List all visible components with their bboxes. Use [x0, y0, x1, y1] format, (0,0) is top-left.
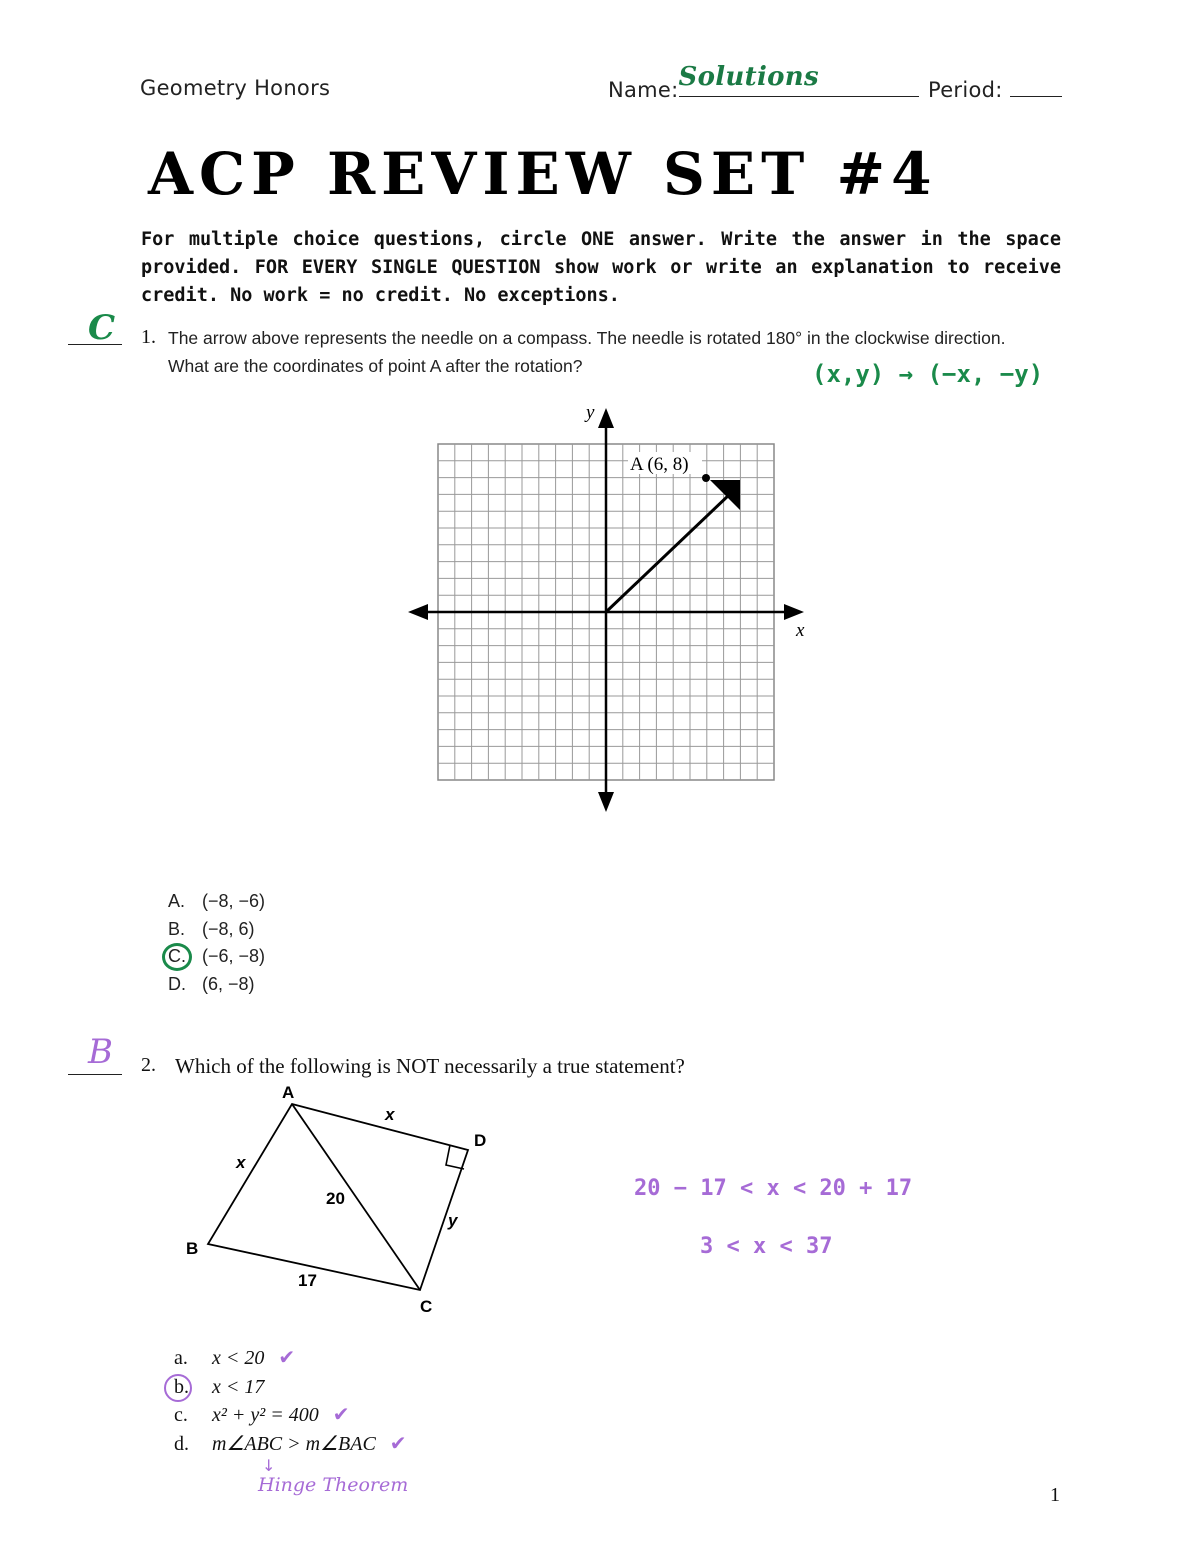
q2-circle-mark: [164, 1374, 192, 1402]
point-a-label: A (6, 8): [630, 454, 689, 475]
q1-circle-mark: [162, 943, 192, 971]
q1-text-line1: The arrow above represents the needle on a compass. The needle is rotated 180° in the clockwise direction.: [168, 328, 1006, 348]
instructions: For multiple choice questions, circle ONE answer. Write the answer in the space provided. FOR EVERY SINGLE QUESTION show work or write an explanation to receive credit. No work = no credit. No exceptions.: [141, 229, 1061, 306]
q1-number: 1.: [141, 326, 156, 348]
down-arrow-icon: ↓: [262, 1456, 276, 1475]
q1-choice-c[interactable]: C. (−6, −8): [168, 943, 265, 971]
vertex-c-label: C: [420, 1297, 433, 1316]
check-icon: ✔: [389, 1432, 407, 1455]
q1-answer-mark: C: [88, 308, 116, 348]
q2-choice-d[interactable]: d. m∠ABC > m∠BAC ✔: [174, 1432, 407, 1455]
q1-answer-blank[interactable]: [68, 308, 122, 349]
check-icon: ✔: [332, 1404, 350, 1426]
course-name: Geometry Honors: [140, 76, 331, 100]
diagonal-label: 20: [326, 1189, 345, 1208]
q2-work-line1: 20 − 17 < x < 20 + 17: [634, 1176, 913, 1201]
period-field[interactable]: [928, 76, 1062, 102]
side-dc-label: y: [448, 1211, 458, 1230]
check-icon: ✔: [278, 1347, 296, 1369]
side-bc-label: 17: [298, 1271, 317, 1290]
q2-choice-a[interactable]: a. x < 20 ✔: [174, 1347, 296, 1369]
page-number: 1: [1050, 1484, 1060, 1506]
q1-choice-d[interactable]: D. (6, −8): [168, 973, 255, 994]
q2-text: Which of the following is NOT necessarily a true statement?: [175, 1054, 685, 1078]
name-field[interactable]: [608, 62, 919, 102]
q1-choices: [168, 888, 265, 998]
side-ad-label: x: [385, 1105, 395, 1124]
q1-choice-a[interactable]: A. (−8, −6): [168, 891, 266, 911]
q2-number: 2.: [141, 1054, 156, 1076]
q2-answer-mark: B: [88, 1032, 113, 1072]
q2-work-line2: 3 < x < 37: [700, 1234, 833, 1259]
name-label: Name:: [608, 78, 679, 102]
x-axis-label: x: [796, 620, 805, 641]
q1-coordinate-graph: [400, 398, 820, 818]
vertex-d-label: D: [474, 1131, 487, 1150]
side-ab-label: x: [236, 1153, 246, 1172]
period-label: Period:: [928, 78, 1003, 102]
q1-choice-b[interactable]: B. (−8, 6): [168, 918, 255, 939]
q2-choice-c[interactable]: c. x² + y² = 400 ✔: [174, 1404, 350, 1426]
q2-work-note: Hinge Theorem: [258, 1474, 409, 1496]
q1-work-note: (x,y) → (−x, −y): [812, 360, 1044, 388]
vertex-a-label: A: [282, 1083, 295, 1102]
q1-text-line2: What are the coordinates of point A after the rotation?: [168, 356, 583, 376]
point-a: [702, 474, 710, 482]
y-axis-label: y: [586, 402, 595, 423]
name-handwritten: Solutions: [678, 62, 819, 92]
page-title: ACP REVIEW SET #4: [148, 140, 938, 208]
q2-quadrilateral-figure: [180, 1080, 510, 1320]
name-blank: [678, 62, 919, 97]
q2-answer-blank[interactable]: [68, 1032, 122, 1079]
q2-choice-b[interactable]: b. x < 17: [174, 1373, 407, 1402]
period-blank: [1010, 76, 1062, 97]
q2-choices: [174, 1344, 407, 1458]
vertex-b-label: B: [186, 1239, 199, 1258]
